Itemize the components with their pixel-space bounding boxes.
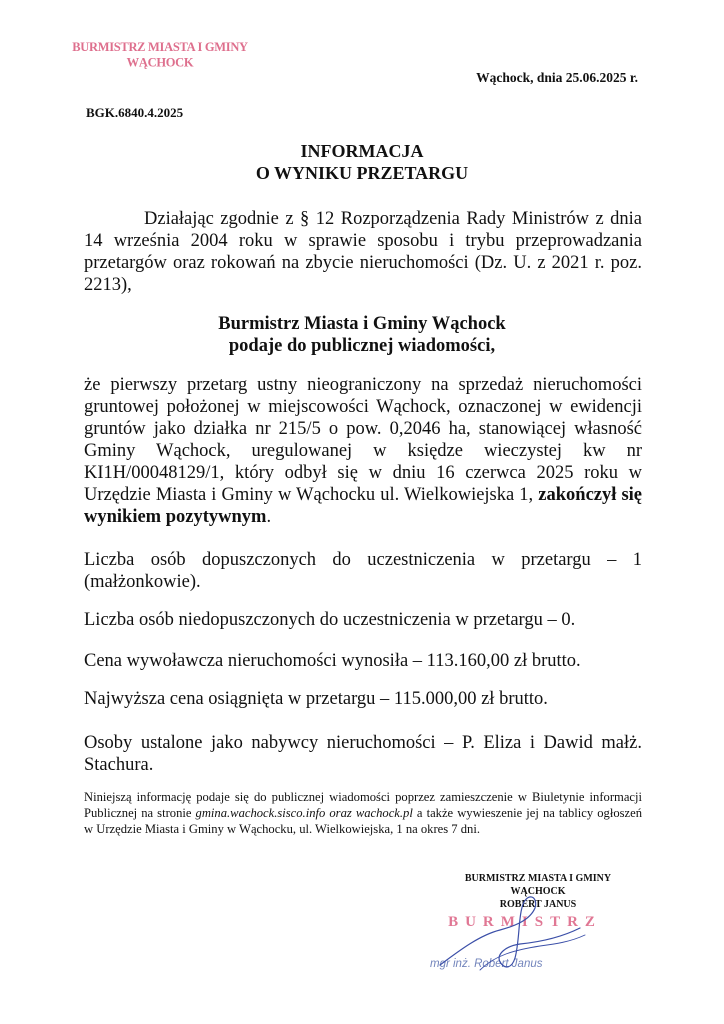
document-title-line2: O WYNIKU PRZETARGU <box>255 163 469 183</box>
notice-part2: a także wywieszenie jej na tablicy ogłoszeń w Urzędzie Miasta i Gminy w Wąchocku, ul. Wielkowiejska, 1 na okres 7 dni. <box>84 806 643 836</box>
reference-number: BGK.6840.4.2025 <box>86 105 184 120</box>
starting-price: Cena wywoławcza nieruchomości wynosiła – 113.160,00 zł brutto. <box>84 651 581 671</box>
main-paragraph <box>84 374 642 528</box>
highest-price: Najwyższa cena osiągnięta w przetargu – 115.000,00 zł brutto. <box>84 689 548 709</box>
announcer-line2: podaje do publicznej wiadomości, <box>228 336 496 356</box>
not-admitted-count: Liczba osób niedopuszczonych do uczestniczenia w przetargu – 0. <box>84 610 576 630</box>
announcer-heading <box>0 313 724 357</box>
handwritten-signature <box>420 880 610 980</box>
document-title <box>0 140 724 184</box>
signature-line3: ROBERT JANUS <box>499 899 577 910</box>
main-paragraph-period: . <box>266 507 272 527</box>
office-stamp-line2: WĄCHOCK <box>126 55 194 70</box>
main-paragraph-result: zakończył się wynikiem pozytywnym <box>84 485 643 527</box>
signature-stroke <box>440 897 580 967</box>
signature-line1: BURMISTRZ MIASTA I GMINY <box>464 873 612 884</box>
buyers: Osoby ustalone jako nabywcy nieruchomości – P. Eliza i Dawid małż. Stachura. <box>84 733 642 775</box>
mayor-stamp-name: mgr inż. Robert Janus <box>430 958 543 970</box>
document-date: Wąchock, dnia 25.06.2025 r. <box>476 70 638 85</box>
signature-stroke-2 <box>480 935 585 970</box>
intro-paragraph: Działając zgodnie z § 12 Rozporządzenia Rady Ministrów z dnia 14 września 2004 roku w sprawie sposobu i trybu przeprowadzania przetargów oraz rokowań na zbycie nieruchomości (Dz. U. z 2021 r. poz. 2213), <box>84 209 642 295</box>
document-title-line1: INFORMACJA <box>300 141 424 161</box>
announcer-line1: Burmistrz Miasta i Gminy Wąchock <box>218 314 506 334</box>
main-paragraph-text: że pierwszy przetarg ustny nieograniczony na sprzedaż nieruchomości gruntowej położonej w miejscowości Wąchock, oznaczonej w ewidencji gruntów jako działka nr 215/5 o pow. 0,2046 ha, stanowiącej własność Gminy Wąchock, uregulowanej w księdze wieczystej kw nr KI1H/00048129/1, który odbył się w dniu 16 czerwca 2025 roku w Urzędzie Miasta i Gminy w Wąchocku ul. Wielkowiejska 1, <box>84 375 642 505</box>
notice-part1: Niniejszą informację podaje się do publicznej wiadomości poprzez zamieszczenie w Biuletynie informacji Publicznej na stronie <box>84 790 642 820</box>
admitted-count: Liczba osób dopuszczonych do uczestniczenia w przetargu – 1 (małżonkowie). <box>84 550 642 592</box>
mayor-stamp-title: BURMISTRZ <box>448 914 602 930</box>
notice-links: gmina.wachock.sisco.info oraz wachock.pl <box>195 806 413 820</box>
signature-line2: WĄCHOCK <box>510 886 566 897</box>
publication-notice <box>84 789 642 837</box>
office-stamp-line1: BURMISTRZ MIASTA I GMINY <box>72 39 248 54</box>
office-stamp <box>60 39 260 71</box>
